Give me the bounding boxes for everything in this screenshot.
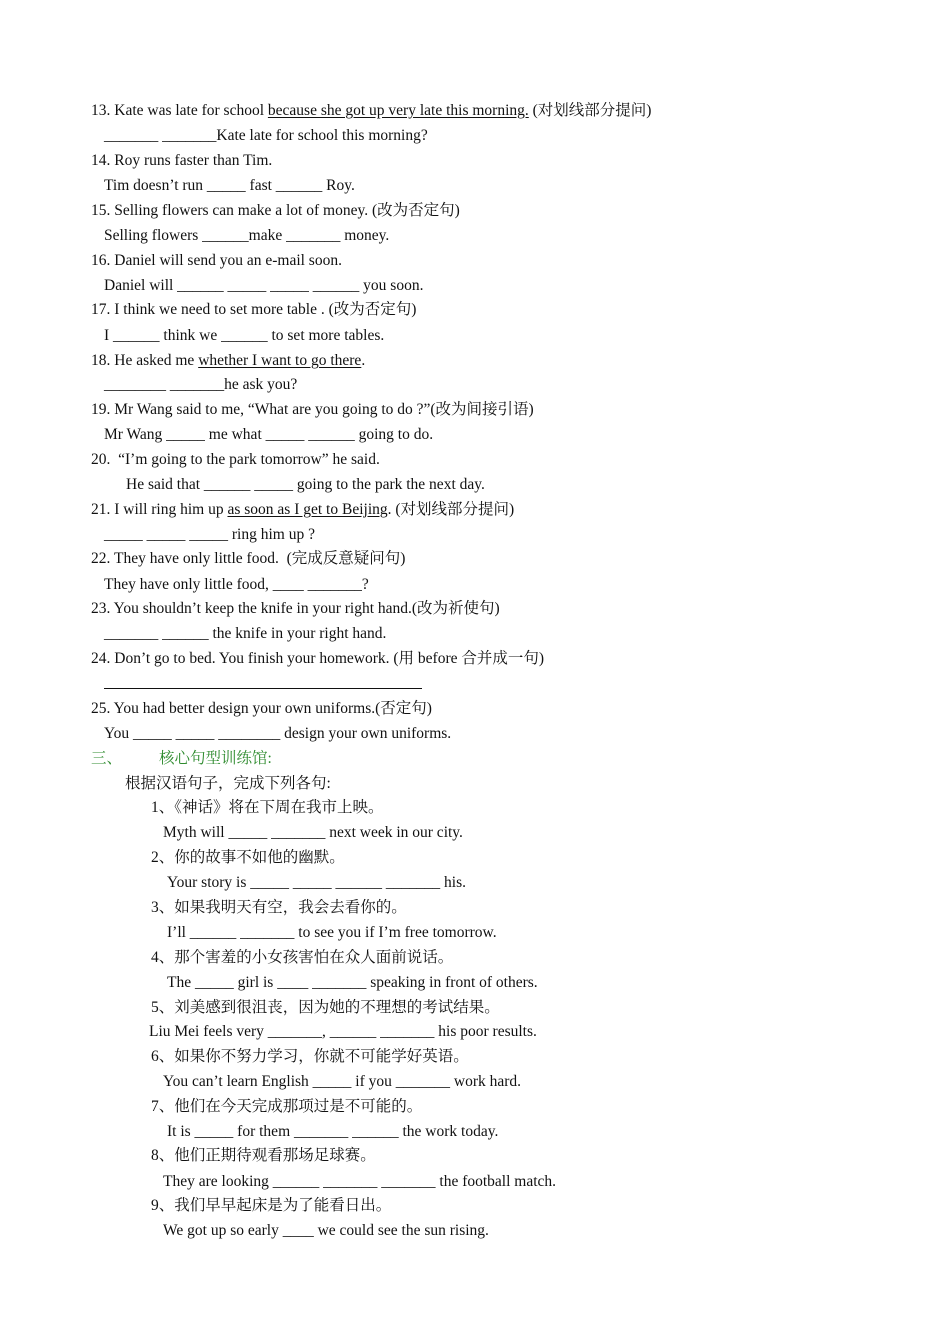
core-7-chinese: 7、他们在今天完成那项过是不可能的。 bbox=[151, 1098, 423, 1115]
question-20: 20. “I’m going to the park tomorrow” he said. bbox=[91, 451, 380, 468]
answer-14: Tim doesn’t run _____ fast ______ Roy. bbox=[104, 177, 355, 194]
answer-13: _______ _______Kate late for school this morning? bbox=[104, 127, 428, 144]
question-16: 16. Daniel will send you an e-mail soon. bbox=[91, 252, 342, 269]
answer-22: They have only little food, ____ _______? bbox=[104, 576, 369, 593]
core-6-english: You can’t learn English _____ if you _______ work hard. bbox=[163, 1073, 522, 1090]
question-13 bbox=[91, 101, 651, 121]
question-24: 24. Don’t go to bed. You finish your homework. (用 before 合并成一句) bbox=[91, 650, 545, 667]
question-instruction: (对划线部分提问) bbox=[528, 102, 652, 119]
core-1-english: Myth will _____ _______ next week in our city. bbox=[163, 824, 463, 841]
question-text: 18. He asked me bbox=[91, 352, 199, 369]
core-5-chinese: 5、刘美感到很沮丧，因为她的不理想的考试结果。 bbox=[151, 999, 500, 1016]
answer-line bbox=[104, 674, 422, 689]
question-21 bbox=[91, 500, 514, 520]
core-9-english: We got up so early ____ we could see the sun rising. bbox=[163, 1222, 489, 1239]
answer-16: Daniel will ______ _____ _____ ______ you soon. bbox=[104, 277, 424, 294]
core-5-english: Liu Mei feels very _______, ______ _______ his poor results. bbox=[149, 1023, 537, 1040]
question-25: 25. You had better design your own uniforms.(否定句) bbox=[91, 700, 432, 717]
core-4-chinese: 4、那个害羞的小女孩害怕在众人面前说话。 bbox=[151, 949, 454, 966]
question-instruction: . bbox=[361, 352, 366, 369]
core-2-chinese: 2、你的故事不如他的幽默。 bbox=[151, 849, 345, 866]
answer-15: Selling flowers ______make _______ money. bbox=[104, 227, 390, 244]
question-17: 17. I think we need to set more table . (改为否定句) bbox=[91, 301, 417, 318]
answer-18: ________ _______he ask you? bbox=[104, 376, 298, 393]
core-3-chinese: 3、如果我明天有空，我会去看你的。 bbox=[151, 899, 407, 916]
underlined-part: as soon as I get to Beijing bbox=[227, 501, 388, 518]
answer-21: _____ _____ _____ ring him up ? bbox=[104, 526, 315, 543]
section-number: 三、 bbox=[91, 750, 123, 767]
question-23: 23. You shouldn’t keep the knife in your right hand.(改为祈使句) bbox=[91, 600, 500, 617]
underlined-part: because she got up very late this morning. bbox=[267, 102, 529, 119]
answer-20: He said that ______ _____ going to the park the next day. bbox=[126, 476, 485, 493]
question-22: 22. They have only little food. (完成反意疑问句) bbox=[91, 550, 406, 567]
core-4-english: The _____ girl is ____ _______ speaking in front of others. bbox=[167, 974, 538, 991]
answer-25: You _____ _____ ________ design your own uniforms. bbox=[104, 725, 452, 742]
question-15: 15. Selling flowers can make a lot of money. (改为否定句) bbox=[91, 202, 460, 219]
question-text: 21. I will ring him up bbox=[91, 501, 228, 518]
core-8-chinese: 8、他们正期待观看那场足球赛。 bbox=[151, 1147, 376, 1164]
core-9-chinese: 9、我们早早起床是为了能看日出。 bbox=[151, 1197, 392, 1214]
question-14: 14. Roy runs faster than Tim. bbox=[91, 152, 273, 169]
core-3-english: I’ll ______ _______ to see you if I’m free tomorrow. bbox=[167, 924, 497, 941]
question-19: 19. Mr Wang said to me, “What are you going to do ?”(改为间接引语) bbox=[91, 401, 534, 418]
section-title: 核心句型训练馆: bbox=[159, 750, 272, 767]
core-1-chinese: 1、《神话》将在下周在我市上映。 bbox=[151, 799, 384, 816]
question-instruction: . (对划线部分提问) bbox=[387, 501, 515, 518]
answer-23: _______ ______ the knife in your right hand. bbox=[104, 625, 387, 642]
answer-24-blank bbox=[104, 674, 422, 694]
question-18 bbox=[91, 351, 365, 371]
core-6-chinese: 6、如果你不努力学习，你就不可能学好英语。 bbox=[151, 1048, 469, 1065]
question-text: 13. Kate was late for school bbox=[91, 102, 268, 119]
core-8-english: They are looking ______ _______ _______ the football match. bbox=[163, 1173, 557, 1190]
underlined-part: whether I want to go there bbox=[198, 352, 362, 369]
answer-17: I ______ think we ______ to set more tables. bbox=[104, 327, 385, 344]
answer-19: Mr Wang _____ me what _____ ______ going to do. bbox=[104, 426, 434, 443]
section-instruction: 根据汉语句子，完成下列各句: bbox=[125, 775, 331, 792]
core-2-english: Your story is _____ _____ ______ _______ his. bbox=[167, 874, 466, 891]
core-7-english: It is _____ for them _______ ______ the work today. bbox=[167, 1123, 499, 1140]
